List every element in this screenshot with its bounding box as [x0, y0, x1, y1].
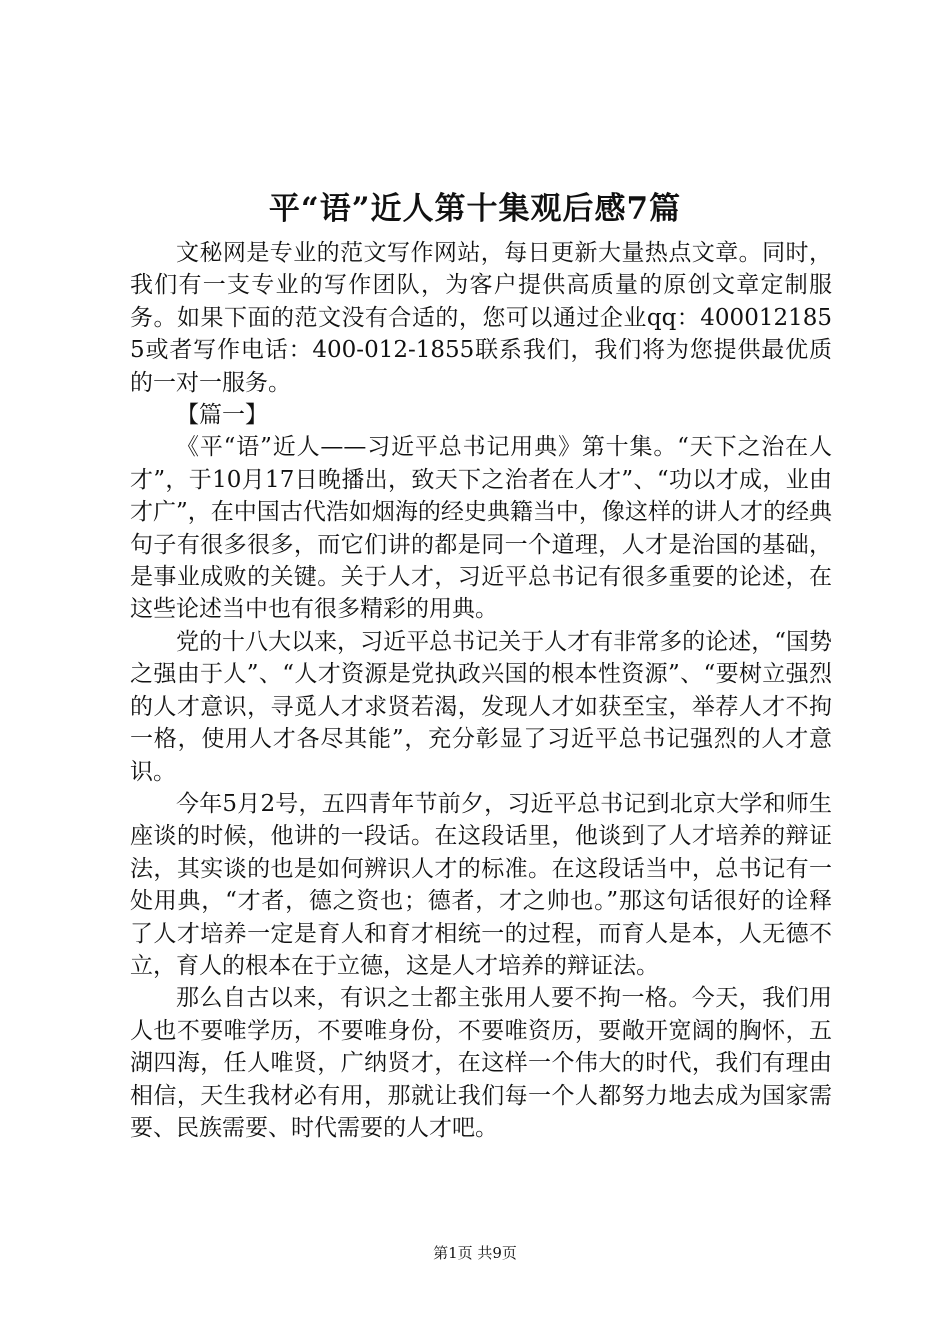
- page-footer: 第1页 共9页: [433, 1244, 517, 1262]
- body-paragraph-1: 《平“语”近人——习近平总书记用典》第十集。“天下之治在人才”，于10月17日晚播出，致天下之治者在人才”、“功以才成，业由才广”，在中国古代浩如烟海的经史典籍当中，像这样的讲人才的经典句子有很多很多，而它们讲的都是同一个道理，人才是治国的基础，是事业成败的关键。关于人才，习近平总书记有很多重要的论述，在这些论述当中也有很多精彩的用典。: [130, 434, 832, 623]
- body-paragraph-3: 今年5月2号，五四青年节前夕，习近平总书记到北京大学和师生座谈的时候，他讲的一段话。在这段话里，他谈到了人才培养的辩证法，其实谈的也是如何辨识人才的标准。在这段话当中，总书记有一处用典，“才者，德之资也；德者，才之帅也。”那这句话很好的诠释了人才培养一定是育人和育才相统一的过程，而育人是本，人无德不立，育人的根本在于立德，这是人才培养的辩证法。: [130, 790, 832, 979]
- intro-paragraph: 文秘网是专业的范文写作网站，每日更新大量热点文章。同时，我们有一支专业的写作团队，为客户提供高质量的原创文章定制服务。如果下面的范文没有合适的，您可以通过企业qq：4000121855或者写作电话：400-012-1855联系我们，我们将为您提供最优质的一对一服务。: [130, 240, 832, 396]
- document-title: 平“语”近人第十集观后感7篇: [268, 191, 682, 227]
- body-paragraph-2: 党的十八大以来，习近平总书记关于人才有非常多的论述，“国势之强由于人”、“人才资源是党执政兴国的根本性资源”、“要树立强烈的人才意识，寻觅人才求贤若渴，发现人才如获至宝，举荐人才不拘一格，使用人才各尽其能”，充分彰显了习近平总书记强烈的人才意识。: [130, 628, 832, 785]
- document-body: [130, 237, 832, 1144]
- body-paragraph-4: 那么自古以来，有识之士都主张用人要不拘一格。今天，我们用人也不要唯学历，不要唯身份，不要唯资历，要敞开宽阔的胸怀，五湖四海，任人唯贤，广纳贤才，在这样一个伟大的时代，我们有理由相信，天生我材必有用，那就让我们每一个人都努力地去成为国家需要、民族需要、时代需要的人才吧。: [130, 985, 832, 1141]
- section-heading: 【篇一】: [176, 402, 268, 429]
